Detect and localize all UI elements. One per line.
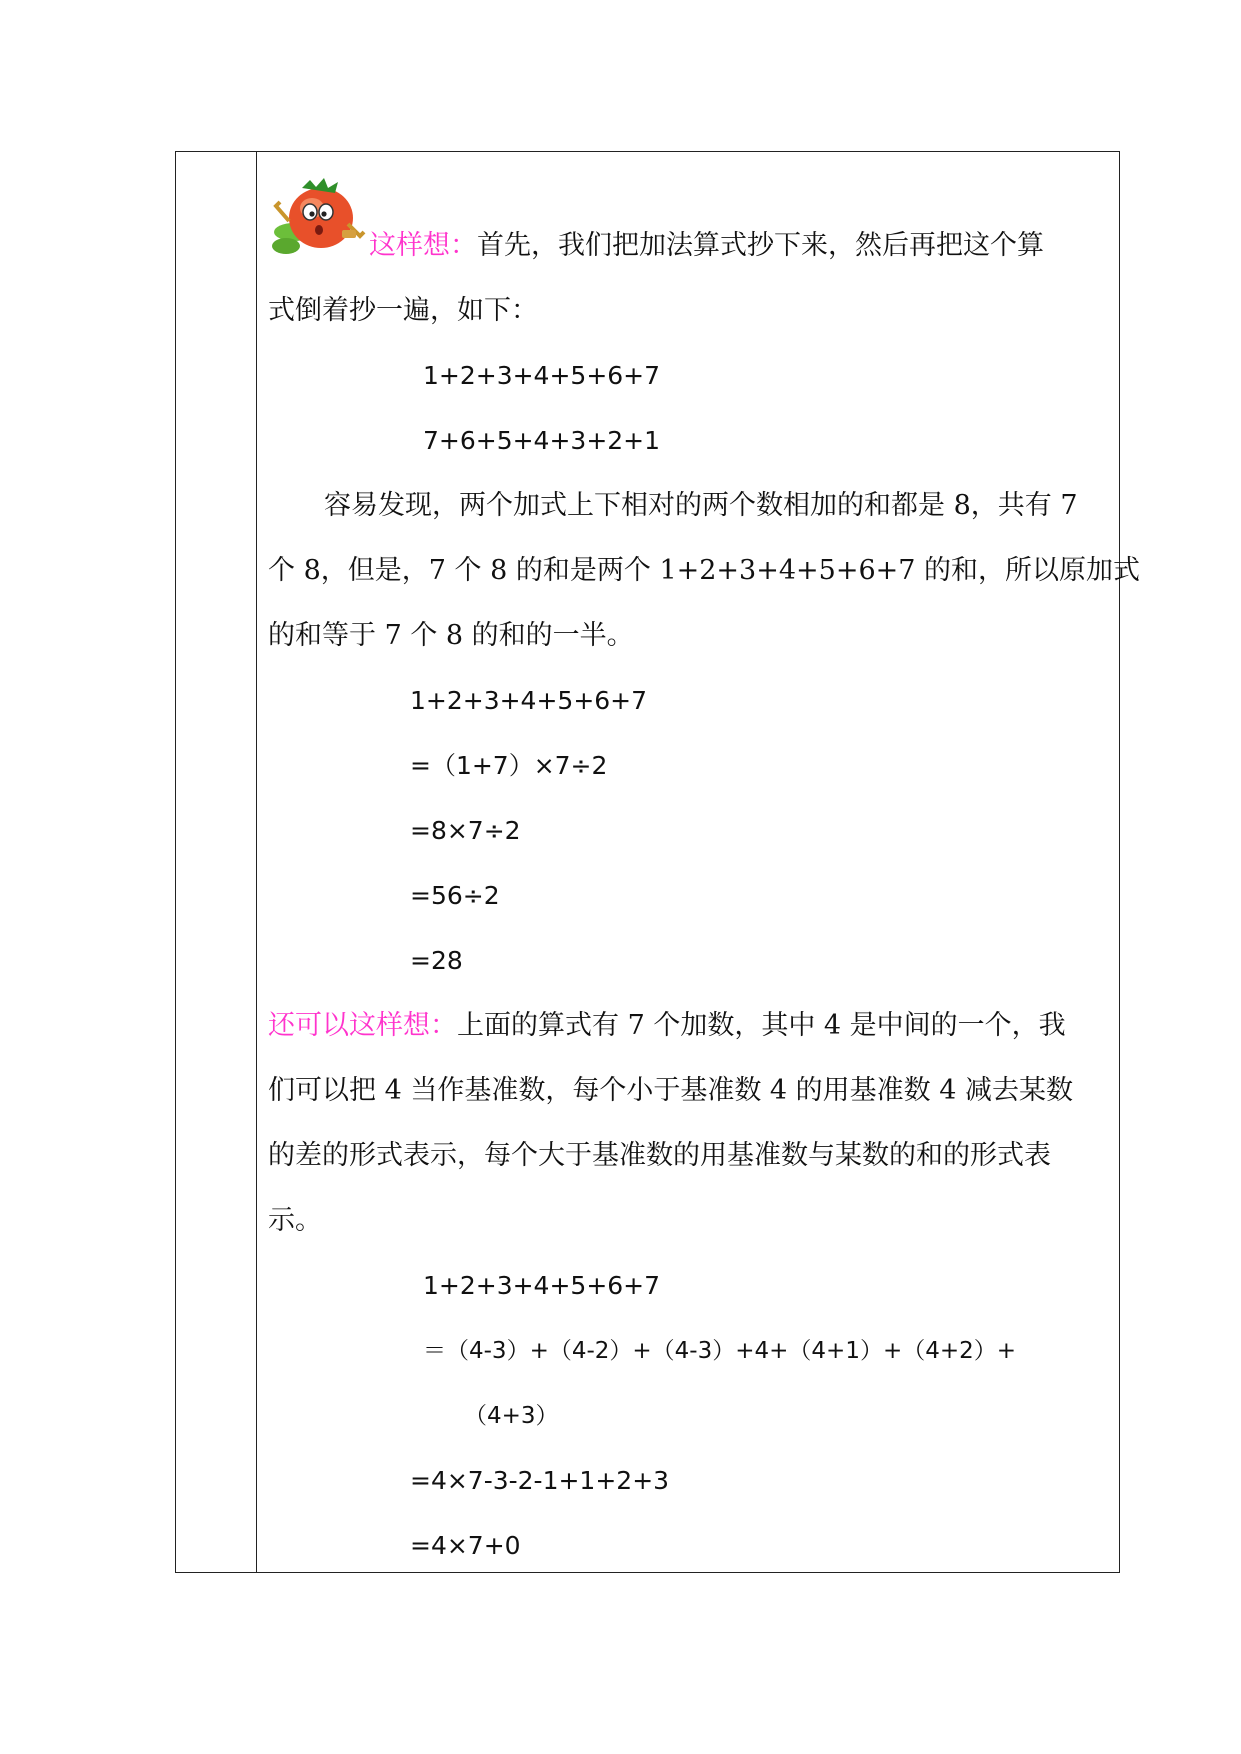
intro-heading: 这样想： (369, 230, 477, 261)
intro-text-1: 首先，我们把加法算式抄下来，然后再把这个算 (477, 230, 1044, 261)
calc1-step-1: 1+2+3+4+5+6+7 (410, 686, 648, 715)
calc2-step-2-cont: （4+3） (464, 1403, 559, 1429)
observation-line-1: 容易发现，两个加式上下相对的两个数相加的和都是 8，共有 7 (324, 490, 1078, 521)
alt-line-3: 的差的形式表示，每个大于基准数的用基准数与某数的和的形式表 (268, 1140, 1051, 1171)
content-cell (268, 152, 1141, 1572)
intro-line-2: 式倒着抄一遍，如下： (268, 295, 538, 326)
alt-line-1 (268, 1008, 1066, 1044)
calc2-step-4: =4×7+0 (410, 1531, 521, 1560)
alt-heading: 还可以这样想： (268, 1010, 457, 1041)
calc1-step-2: =（1+7）×7÷2 (410, 751, 608, 780)
calc1-step-4: =56÷2 (410, 881, 500, 910)
tomato-mascot-icon (264, 166, 374, 262)
intro-line-1 (369, 228, 1044, 264)
alt-line-2: 们可以把 4 当作基准数，每个小于基准数 4 的用基准数 4 减去某数 (268, 1075, 1074, 1106)
alt-line-4: 示。 (268, 1205, 322, 1236)
calc2-step-2: ＝（4-3）+（4-2）+（4-3）+4+（4+1）+（4+2）+ (423, 1338, 1017, 1364)
calc2-step-1: 1+2+3+4+5+6+7 (423, 1271, 661, 1300)
observation-line-3: 的和等于 7 个 8 的和的一半。 (268, 620, 634, 651)
alt-text-1: 上面的算式有 7 个加数，其中 4 是中间的一个，我 (457, 1010, 1066, 1041)
calc1-step-3: =8×7÷2 (410, 816, 521, 845)
content-table (175, 151, 1141, 1573)
calc2-step-3: =4×7-3-2-1+1+2+3 (410, 1466, 670, 1495)
forward-sequence: 1+2+3+4+5+6+7 (423, 361, 661, 390)
column-divider (256, 152, 257, 1572)
reverse-sequence: 7+6+5+4+3+2+1 (423, 426, 661, 455)
observation-line-2: 个 8，但是，7 个 8 的和是两个 1+2+3+4+5+6+7 的和，所以原加式 (268, 555, 1141, 586)
calc1-step-5: =28 (410, 946, 463, 975)
